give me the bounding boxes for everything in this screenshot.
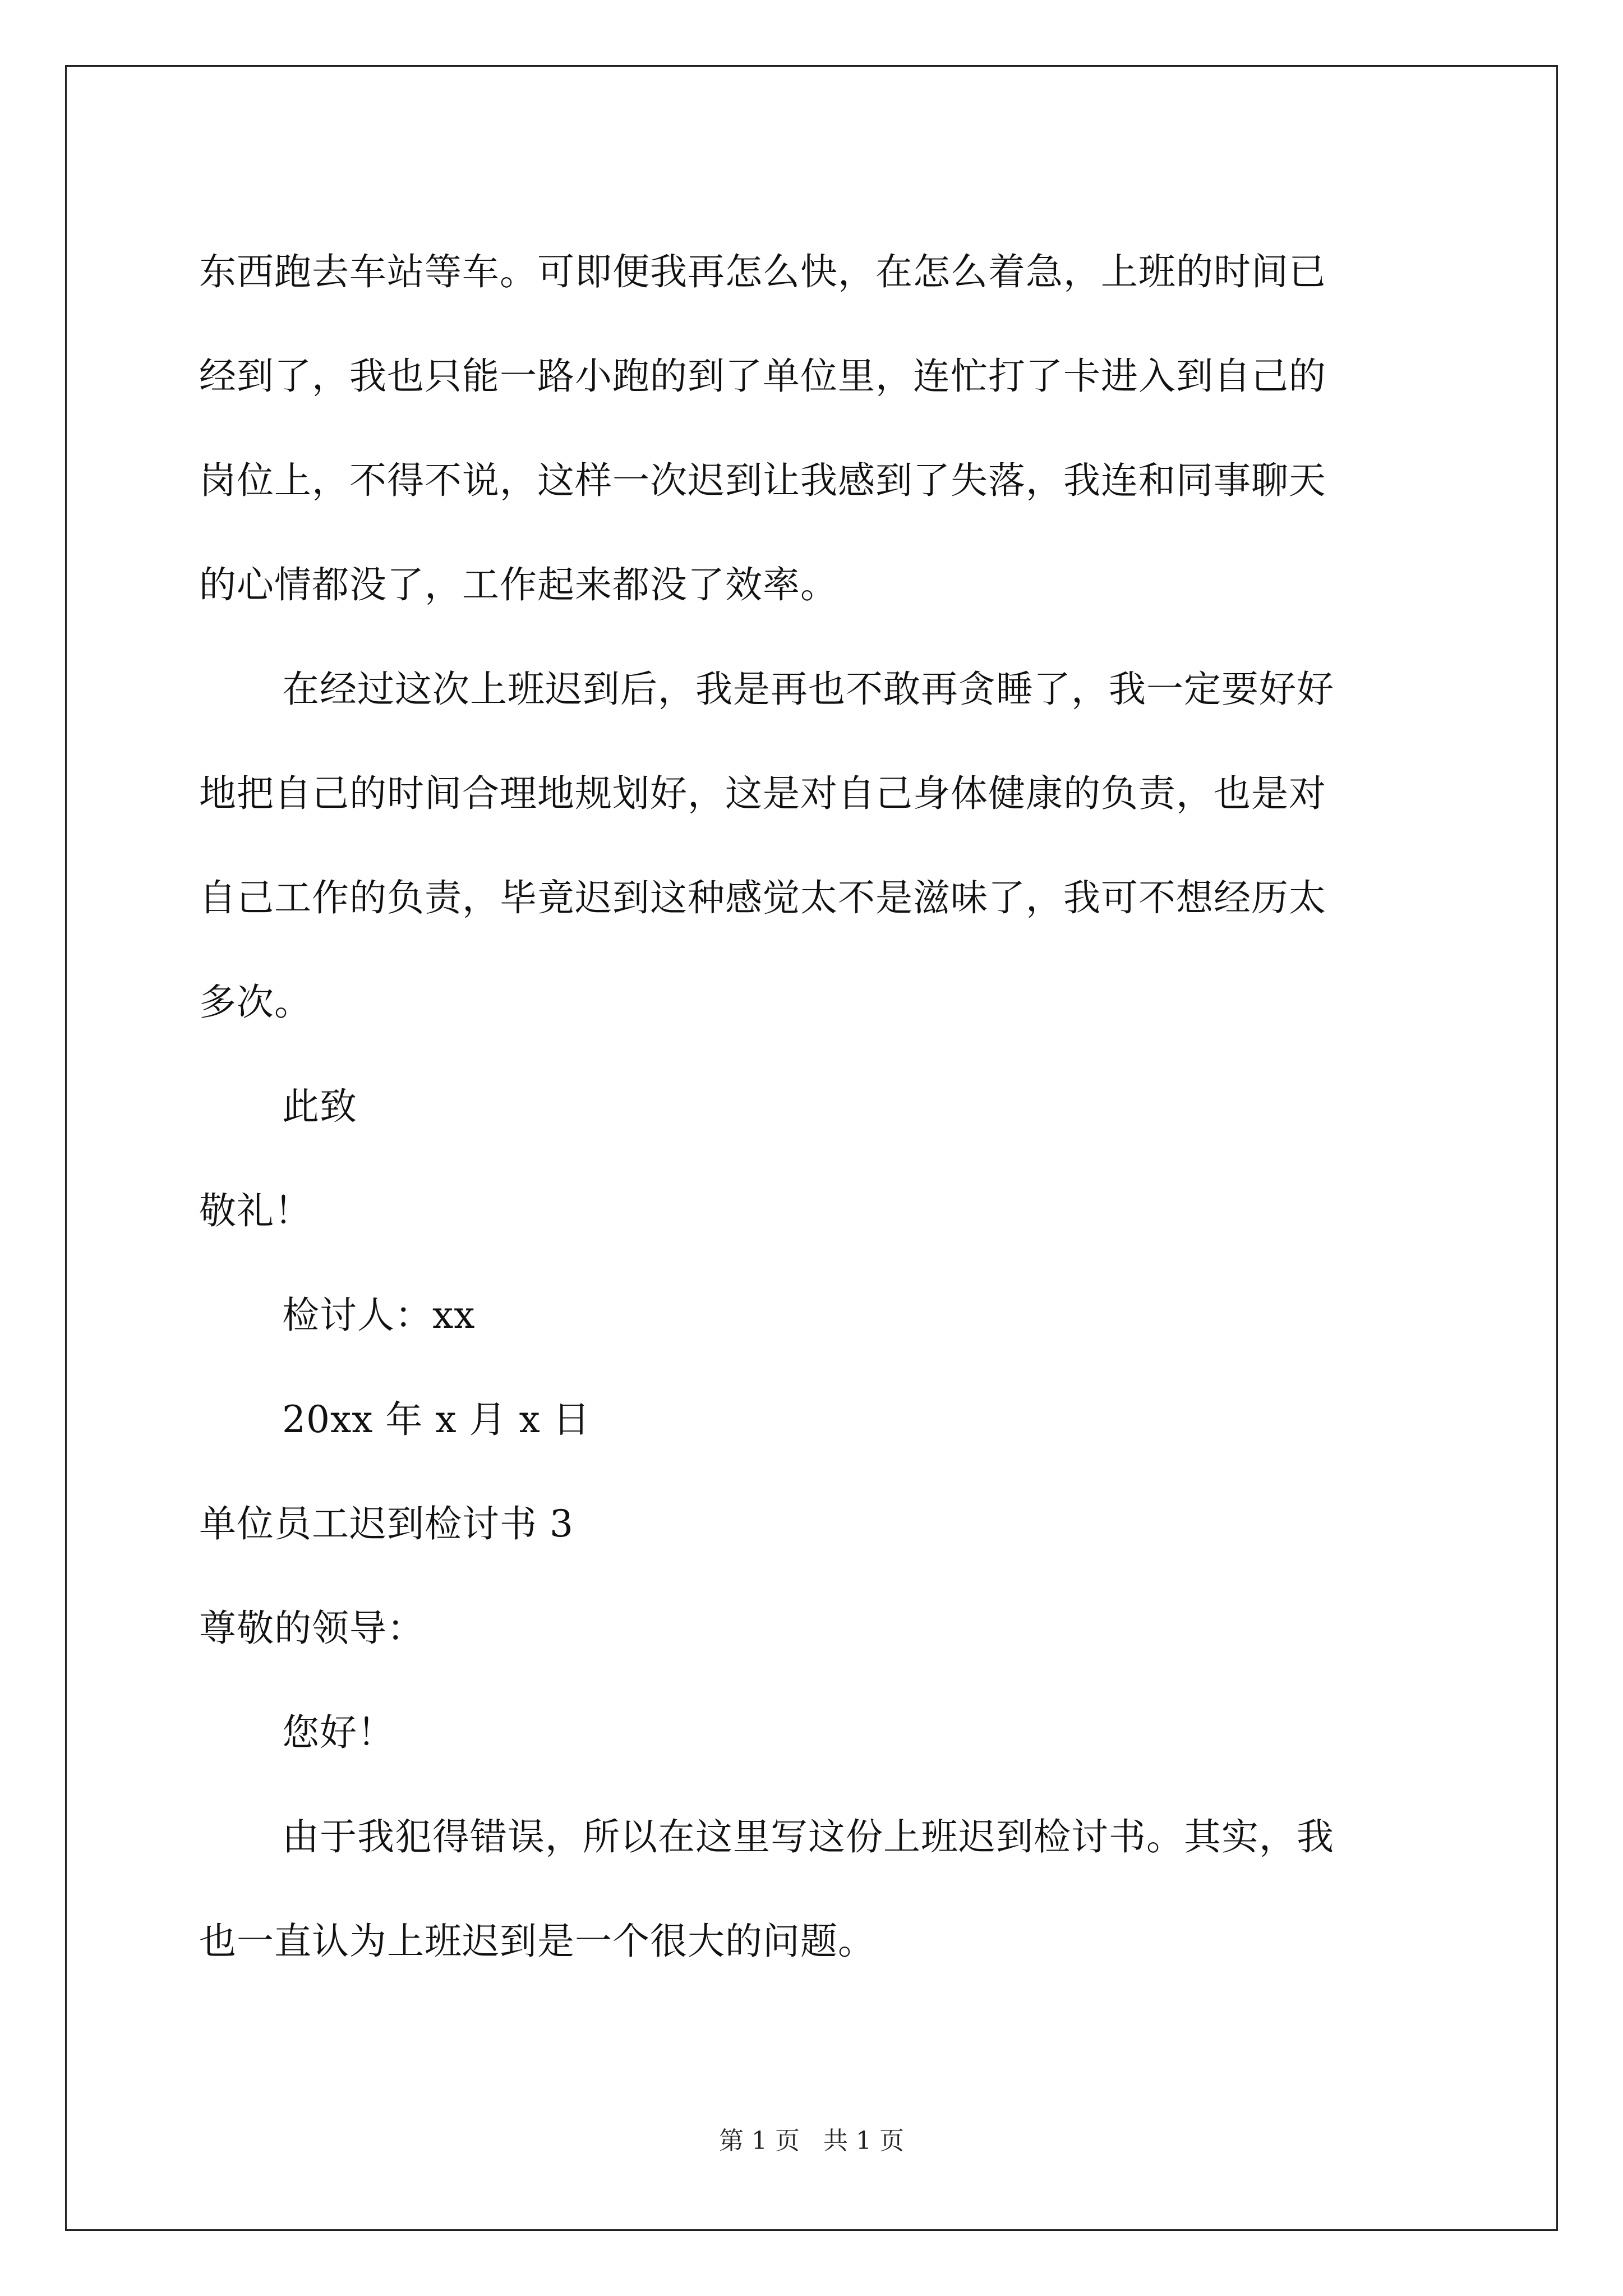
page-number-total: 共 1 页 [823,2127,904,2155]
body-line: 经到了，我也只能一路小跑的到了单位里，连忙打了卡进入到自己的 [199,355,1326,398]
body-line: 的心情都没了，工作起来都没了效率。 [199,563,838,606]
signature-line: 检讨人：xx [282,1294,476,1337]
closing-salutation: 此致 [282,1085,357,1128]
body-line: 也一直认为上班迟到是一个很大的问题。 [199,1920,875,1963]
document-body [199,220,1427,1994]
closing-respect: 敬礼！ [199,1189,312,1232]
body-line: 地把自己的时间合理地规划好，这是对自己身体健康的负责，也是对 [199,772,1326,815]
section-title: 单位员工迟到检讨书 3 [199,1502,574,1545]
body-line: 东西跑去车站等车。可即便我再怎么快，在怎么着急，上班的时间已 [199,250,1326,293]
body-line: 自己工作的负责，毕竟迟到这种感觉太不是滋味了，我可不想经历太 [199,876,1326,919]
greeting-hello: 您好！ [282,1711,395,1754]
body-line: 多次。 [199,981,312,1024]
greeting-line: 尊敬的领导： [199,1607,425,1650]
page-number-current: 第 1 页 [719,2127,800,2155]
date-line: 20xx 年 x 月 x 日 [282,1398,591,1441]
page-footer [0,2120,1623,2156]
body-line: 岗位上，不得不说，这样一次迟到让我感到了失落，我连和同事聊天 [199,459,1326,502]
paragraph-first-line: 由于我犯得错误，所以在这里写这份上班迟到检讨书。其实，我 [282,1815,1334,1858]
paragraph-first-line: 在经过这次上班迟到后，我是再也不敢再贪睡了，我一定要好好 [282,668,1334,711]
